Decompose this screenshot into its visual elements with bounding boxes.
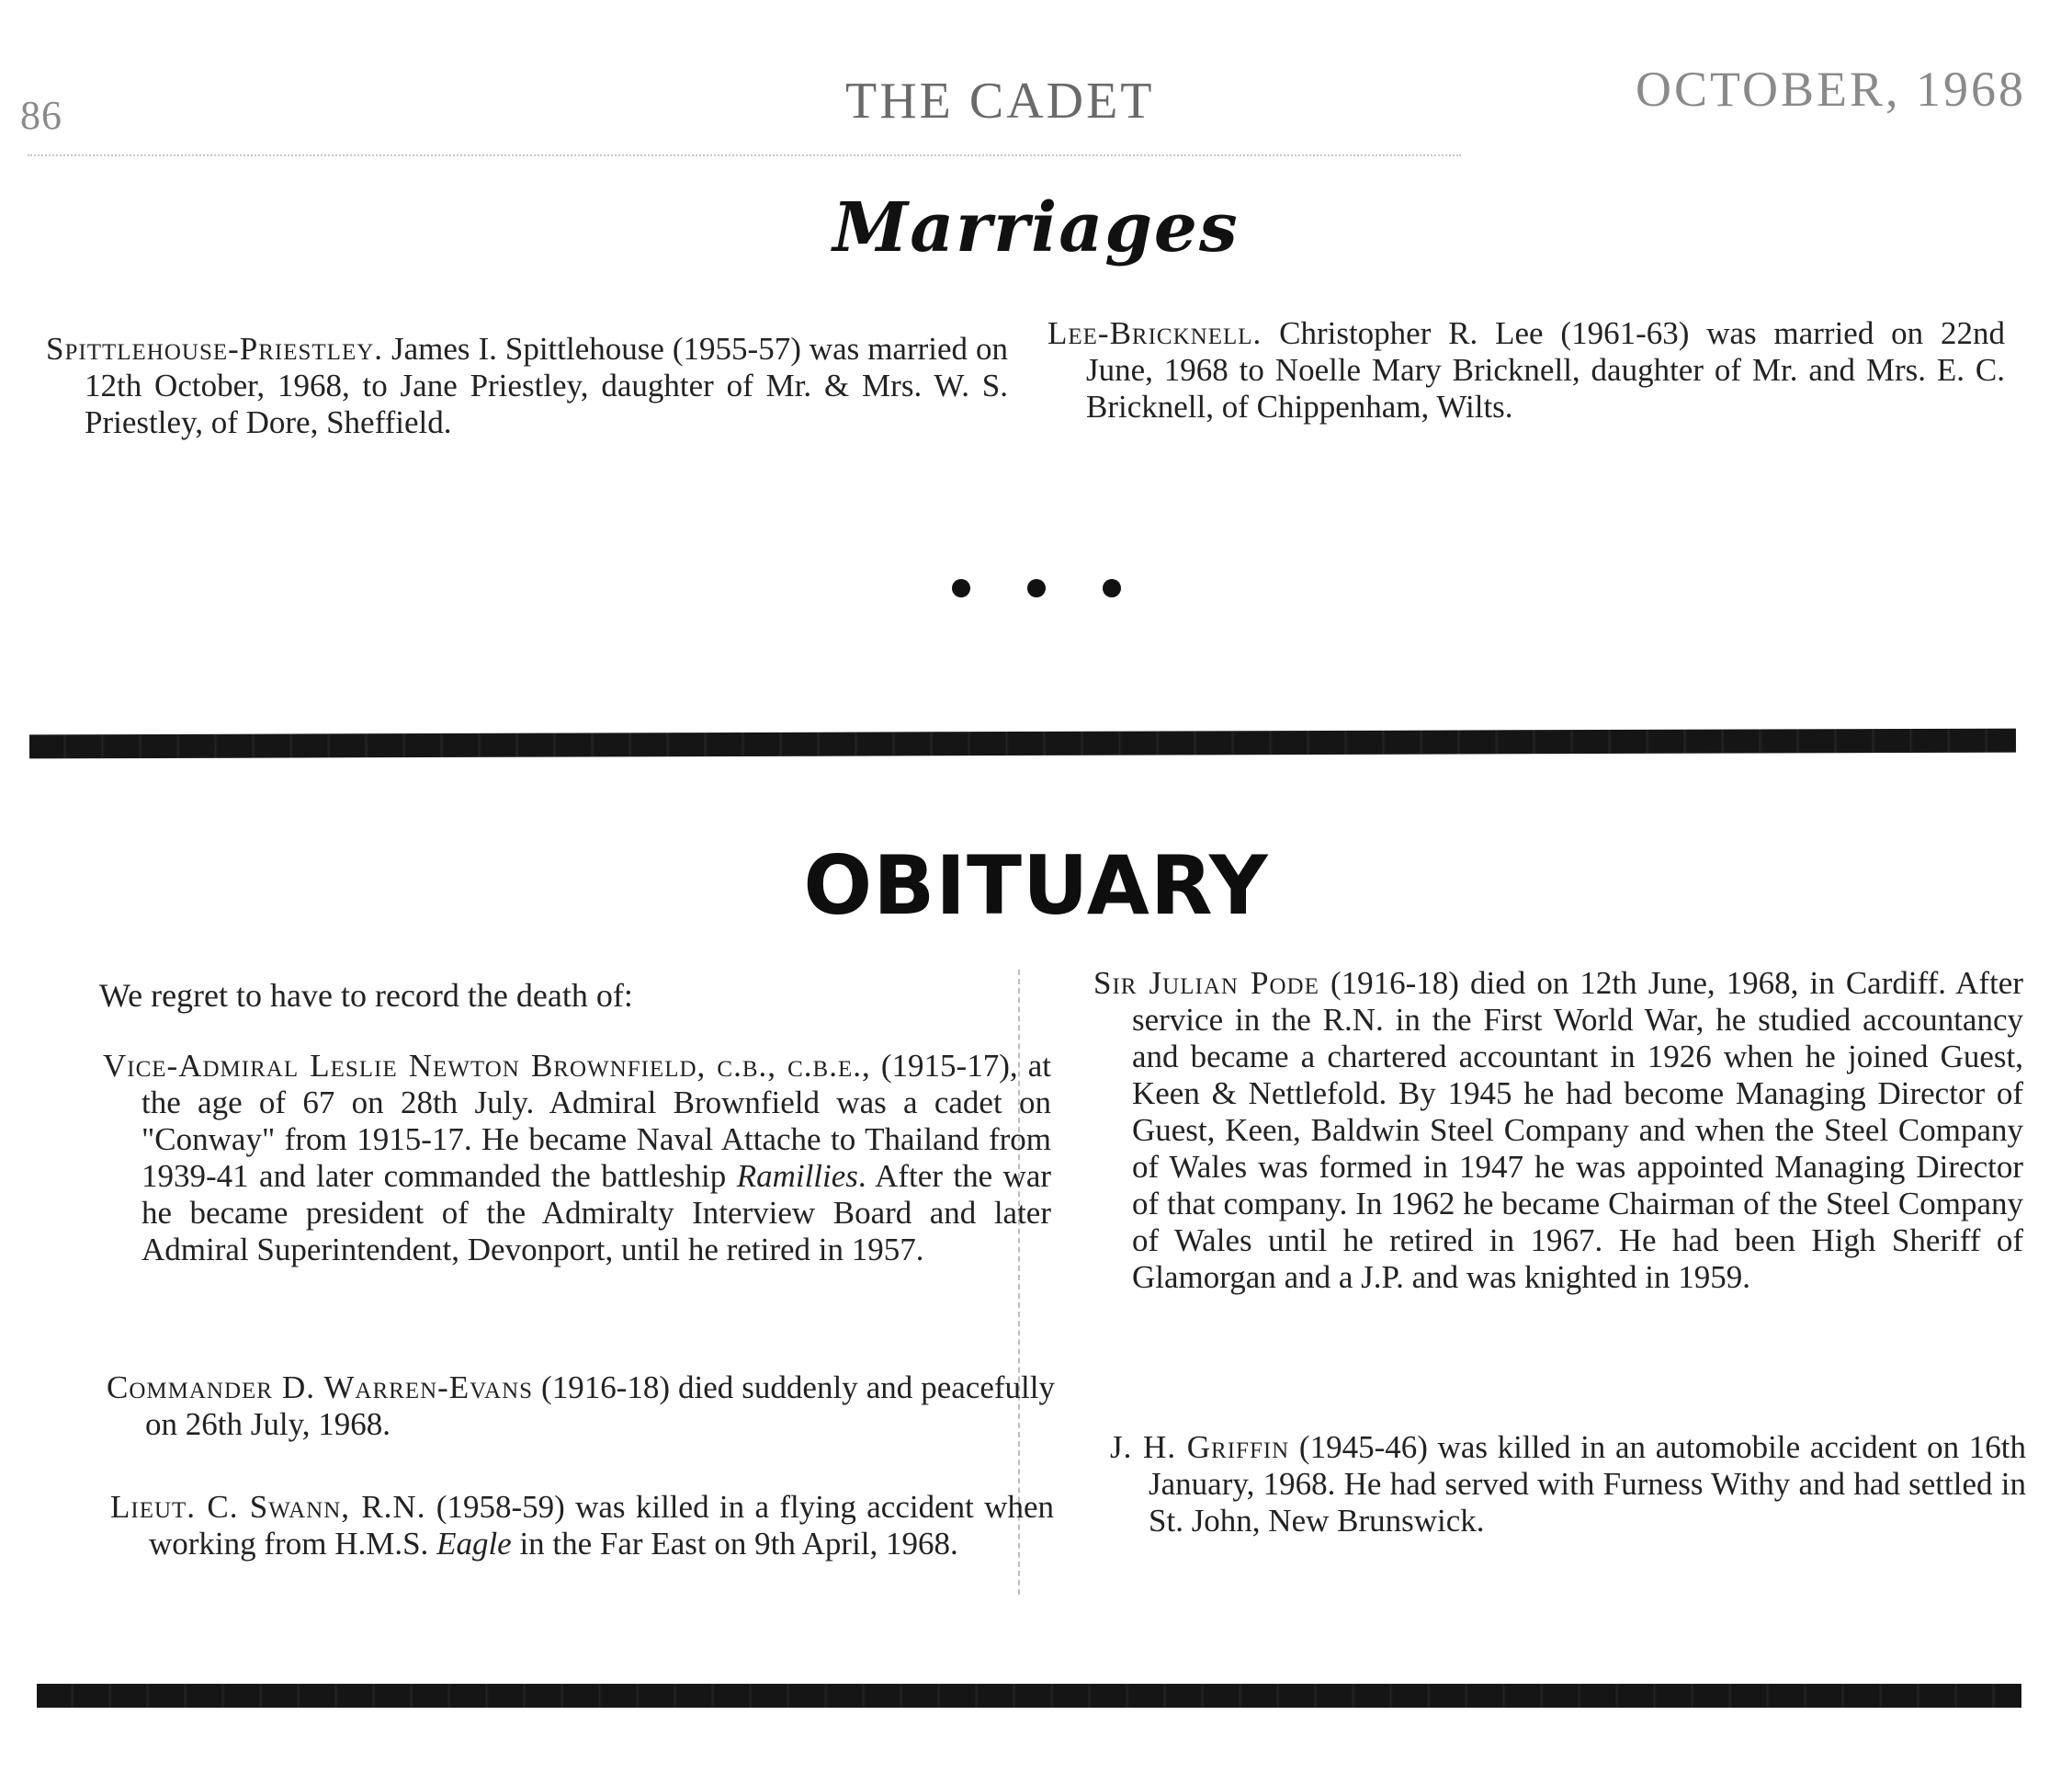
- ship-name: Ramillies: [736, 1158, 858, 1194]
- obituary-entry: [110, 1489, 1054, 1562]
- entry-names: Lee-Bricknell.: [1047, 315, 1262, 351]
- issue-date: OCTOBER, 1968: [1636, 62, 2027, 117]
- section-divider-rule: [29, 729, 2016, 759]
- entry-text-continued: . After the war he became president of the Admiralty Interview Board and later Admiral Superintendent, Devonport, until he retired in 1957.: [142, 1158, 1052, 1267]
- entry-text: Christopher R. Lee (1961-63) was married on 22nd June, 1968 to Noelle Mary Bricknell, daughter of Mr. and Mrs. E. C. Bricknell, of Chippenham, Wilts.: [1086, 315, 2005, 425]
- obituary-heading: OBITUARY: [803, 838, 1269, 933]
- entry-names: Lieut. C. Swann, R.N.: [110, 1489, 426, 1525]
- entry-text: James I. Spittlehouse (1955-57) was married on 12th October, 1968, to Jane Priestley, daughter of Mr. & Mrs. W. S. Priestley, of Dore, Sheffield.: [85, 331, 1008, 440]
- marriage-entry: [1047, 315, 2005, 426]
- entry-names: Sir Julian Pode: [1093, 965, 1319, 1001]
- entry-text: (1958-59) was killed in a flying accident when working from H.M.S.: [149, 1489, 1054, 1562]
- obituary-entry: [103, 1048, 1051, 1268]
- entry-names: J. H. Griffin: [1110, 1429, 1290, 1465]
- ornament-dot: [952, 579, 970, 597]
- header-rule: [28, 154, 1461, 158]
- ship-name: Eagle: [436, 1526, 512, 1562]
- entry-names: Spittlehouse-Priestley.: [46, 331, 384, 367]
- marriage-entry: [46, 331, 1008, 441]
- ornament-dot: [1103, 579, 1121, 597]
- obituary-entry: [107, 1369, 1055, 1443]
- entry-text: (1916-18) died on 12th June, 1968, in Cardiff. After service in the R.N. in the First World War, he studied accountancy and became a chartered accountant in 1926 when he joined Guest, Keen & Nettlefold. By 1945 he had become Managing Director of Guest, Keen, Baldwin Steel Company and when the Steel Company of Wales was formed in 1947 he was appointed Managing Director of that company. In 1962 he became Chairman of the Steel Company of Wales until he retired in 1967. He had been High Sheriff of Glamorgan and a J.P. and was knighted in 1959.: [1132, 965, 2023, 1295]
- obituary-intro: We regret to have to record the death of:: [99, 977, 633, 1014]
- ornament-dot: [1027, 579, 1046, 597]
- entry-text: (1915-17), at the age of 67 on 28th July. Admiral Brownfield was a cadet on "Conway" from 1915-17. He became Naval Attache to Thailand from 1939-41 and later commanded the battleship: [142, 1048, 1051, 1194]
- entry-text-continued: in the Far East on 9th April, 1968.: [511, 1526, 958, 1562]
- entry-names: Vice-Admiral Leslie Newton Brownfield, c.b., c.b.e.,: [103, 1048, 871, 1084]
- marriages-heading: Marriages: [832, 188, 1240, 267]
- publication-title: THE CADET: [845, 73, 1155, 130]
- footer-rule: [37, 1684, 2021, 1708]
- entry-text: (1916-18) died suddenly and peacefully on 26th July, 1968.: [145, 1369, 1055, 1442]
- page-number: 86: [20, 93, 62, 138]
- entry-text: (1945-46) was killed in an automobile accident on 16th January, 1968. He had served with Furness Withy and had settled in St. John, New Brunswick.: [1149, 1429, 2027, 1539]
- obituary-entry: [1093, 965, 2023, 1296]
- obituary-entry: [1110, 1429, 2026, 1539]
- section-ornament: [0, 579, 2072, 597]
- entry-names: Commander D. Warren-Evans: [107, 1369, 534, 1405]
